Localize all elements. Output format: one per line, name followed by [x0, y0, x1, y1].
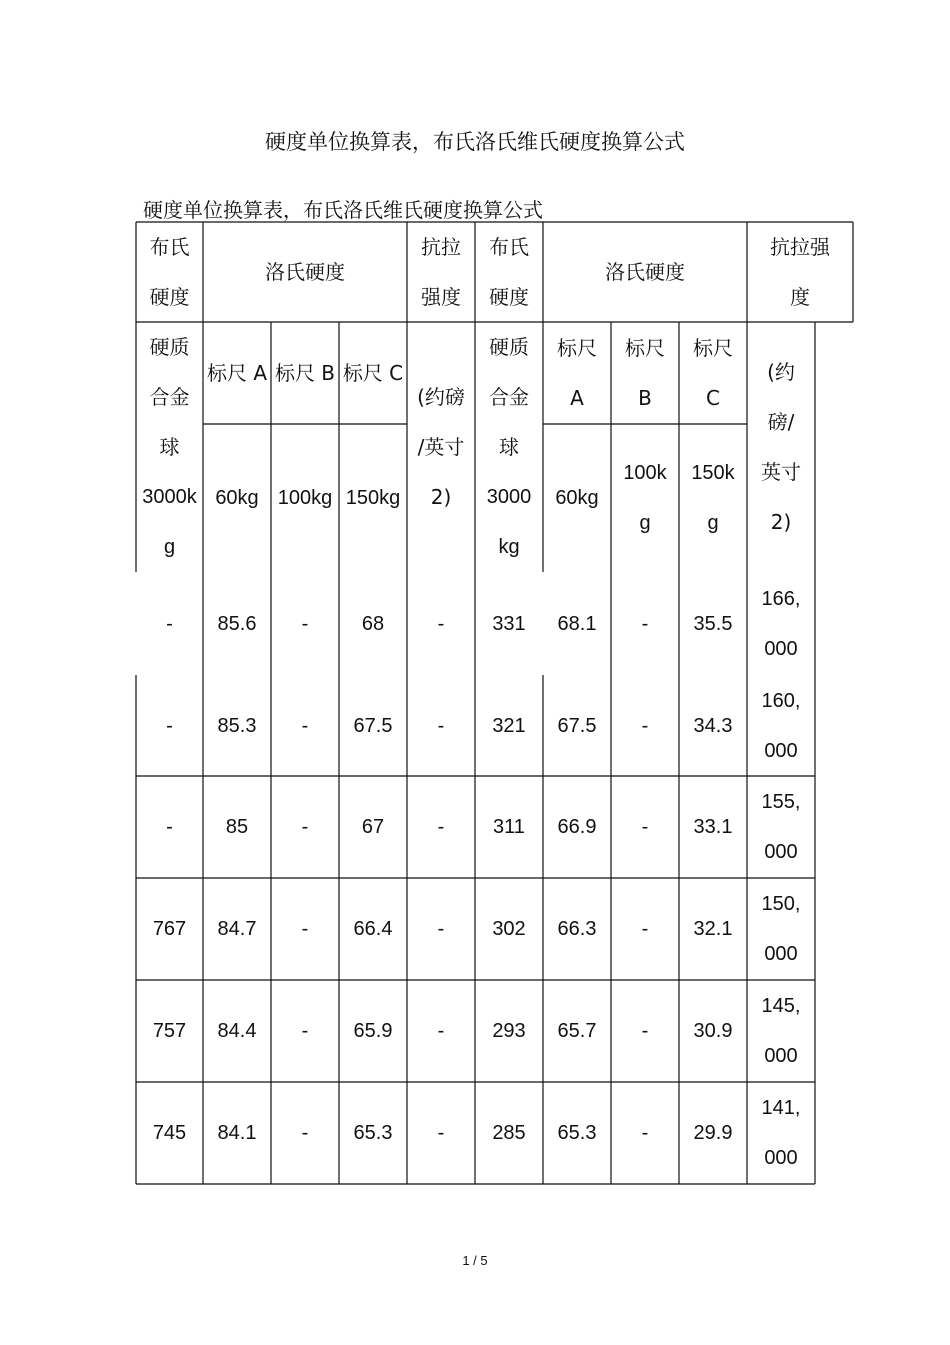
header-rockwell-right	[543, 222, 747, 322]
subheader-load-b-right-line1: 100k	[623, 462, 667, 484]
table-cell-hb	[136, 980, 203, 1082]
subheader-ball-left-line4: 3000k	[142, 486, 197, 508]
header-tensile-left-line2: 强度	[421, 285, 461, 309]
cell-value: 67.5	[557, 715, 597, 737]
table-cell-hrc2	[679, 572, 747, 675]
cell-value: 85	[225, 816, 249, 838]
header-rockwell-left	[203, 222, 407, 322]
cell-value: 65.3	[353, 1122, 393, 1144]
subheader-scale-a-right-line2: A	[570, 386, 584, 410]
subheader-load-c	[339, 424, 407, 572]
cell-value: 33.1	[693, 816, 733, 838]
cell-value: -	[641, 1020, 649, 1042]
subheader-tensile-unit-right	[747, 322, 815, 572]
table-cell-hrb	[271, 878, 339, 980]
header-brinell-line1: 布氏	[149, 235, 190, 259]
subheader-scale-b-right	[611, 322, 679, 424]
table-cell-hb	[136, 878, 203, 980]
table-cell-hra	[203, 980, 271, 1082]
header-brinell-line2: 硬度	[149, 285, 190, 309]
table-cell-hrc	[339, 1082, 407, 1184]
cell-value: 302	[492, 918, 526, 940]
subheader-scale-a-right	[543, 322, 611, 424]
table-caption: 硬度单位换算表，布氏洛氏维氏硬度换算公式	[143, 198, 543, 222]
table-cell-ts	[407, 776, 475, 878]
table-cell-hb2	[475, 675, 543, 777]
cell-value: 66.3	[557, 918, 597, 940]
table-cell-ts2	[747, 980, 815, 1082]
table-cell-hb	[136, 572, 203, 675]
cell-value: -	[641, 918, 649, 940]
table-cell-hrc	[339, 675, 407, 777]
cell-line: 166,	[761, 587, 801, 610]
table-cell-hrb	[271, 1082, 339, 1184]
cell-value: 68.1	[557, 612, 597, 635]
table-cell-hrc	[339, 980, 407, 1082]
subheader-ball-left-line1: 硬质	[149, 335, 190, 359]
table-cell-hrc2	[679, 1082, 747, 1184]
document-title: 硬度单位换算表，布氏洛氏维氏硬度换算公式	[265, 130, 685, 154]
cell-value: 285	[492, 1122, 526, 1144]
header-tensile-right-line2: 度	[790, 285, 810, 309]
cell-value: 34.3	[693, 715, 733, 737]
cell-value: 311	[493, 816, 525, 838]
subheader-load-a-right	[543, 424, 611, 572]
subheader-ball-left-line2: 合金	[149, 385, 190, 409]
subheader-load-b-right-line2: g	[639, 512, 651, 534]
cell-value: 65.9	[353, 1020, 393, 1042]
subheader-load-c-value: 150kg	[345, 487, 401, 509]
cell-value: 767	[152, 918, 187, 940]
subheader-tensile-unit-left-line1: (约磅	[417, 385, 465, 409]
table-cell-hb	[136, 675, 203, 777]
table-cell-ts2	[747, 878, 815, 980]
subheader-load-a-value: 60kg	[215, 487, 259, 509]
table-cell-hrb2	[611, 572, 679, 675]
header-tensile-right	[747, 222, 853, 322]
cell-value: 35.5	[693, 612, 733, 635]
cell-line: 000	[764, 943, 798, 965]
subheader-ball-right-line4: 3000	[486, 486, 532, 508]
cell-value: 30.9	[693, 1020, 733, 1042]
cell-value: 84.1	[217, 1122, 257, 1144]
cell-line: 160,	[761, 690, 801, 712]
subheader-tensile-unit-left-line3: 2)	[430, 485, 452, 509]
table-cell-hb2	[475, 980, 543, 1082]
table-cell-hra	[203, 776, 271, 878]
cell-line: 000	[764, 1147, 798, 1169]
table-cell-ts2	[747, 675, 815, 777]
table-cell-hb	[136, 1082, 203, 1184]
cell-value: -	[437, 918, 445, 940]
table-cell-hrb	[271, 980, 339, 1082]
table-cell-hra2	[543, 675, 611, 777]
subheader-scale-c	[339, 322, 407, 424]
table-cell-hra	[203, 1082, 271, 1184]
cell-value: -	[301, 918, 309, 940]
table-cell-hrb2	[611, 1082, 679, 1184]
table-cell-ts2	[747, 1082, 815, 1184]
table-cell-hrc2	[679, 878, 747, 980]
cell-value: 331	[492, 612, 526, 635]
subheader-scale-c-label: 标尺 C	[342, 361, 404, 385]
table-cell-hrb2	[611, 878, 679, 980]
cell-value: 68	[361, 612, 385, 635]
cell-value: 67	[361, 816, 385, 838]
table-cell-hra2	[543, 572, 611, 675]
header-rockwell-left-label: 洛氏硬度	[265, 260, 345, 284]
header-brinell-right-line1: 布氏	[489, 235, 529, 259]
subheader-ball-left-line5: g	[163, 536, 176, 558]
table-cell-hrb	[271, 572, 339, 675]
header-rockwell-right-label: 洛氏硬度	[605, 260, 685, 284]
subheader-tensile-unit-right-line1: (约	[767, 360, 795, 384]
table-cell-hrb2	[611, 776, 679, 878]
subheader-load-a	[203, 424, 271, 572]
cell-value: 32.1	[693, 918, 733, 940]
cell-value: 85.3	[217, 715, 257, 737]
table-cell-ts2	[747, 776, 815, 878]
table-cell-hrb2	[611, 675, 679, 777]
cell-value: -	[301, 816, 309, 838]
table-cell-hb	[136, 776, 203, 878]
table-cell-hrc	[339, 572, 407, 675]
cell-value: -	[437, 816, 445, 838]
table-cell-ts	[407, 980, 475, 1082]
cell-value: 67.5	[353, 715, 393, 737]
table-cell-hrb	[271, 675, 339, 777]
cell-value: 65.7	[557, 1020, 597, 1042]
table-cell-hrb2	[611, 980, 679, 1082]
subheader-tensile-unit-left	[407, 322, 475, 572]
table-cell-hrc2	[679, 675, 747, 777]
subheader-load-c-right-line1: 150k	[691, 462, 735, 484]
cell-value: -	[437, 612, 445, 635]
subheader-scale-b-right-line1: 标尺	[625, 336, 665, 360]
table-cell-hra2	[543, 776, 611, 878]
cell-value: 84.4	[217, 1020, 257, 1042]
cell-value: 293	[492, 1020, 526, 1042]
table-cell-hb2	[475, 572, 543, 675]
table-cell-ts	[407, 1082, 475, 1184]
cell-value: -	[301, 1020, 309, 1042]
subheader-ball-right-line2: 合金	[489, 385, 529, 409]
page-number: 1 / 5	[462, 1253, 488, 1268]
subheader-scale-b-label: 标尺 B	[274, 361, 336, 385]
cell-line: 155,	[761, 791, 801, 813]
cell-value: -	[437, 715, 445, 737]
cell-line: 145,	[761, 995, 801, 1017]
header-tensile-left-line1: 抗拉	[421, 235, 461, 259]
cell-line: 150,	[761, 893, 801, 915]
cell-value: 29.9	[693, 1122, 733, 1144]
table-cell-hrb	[271, 776, 339, 878]
subheader-scale-a-label: 标尺 A	[206, 361, 268, 385]
cell-value: 84.7	[217, 918, 257, 940]
subheader-load-c-right	[679, 424, 747, 572]
cell-value: -	[166, 816, 173, 838]
cell-value: -	[437, 1122, 445, 1144]
cell-value: 745	[152, 1122, 187, 1144]
header-brinell	[136, 222, 203, 322]
table-cell-hra2	[543, 1082, 611, 1184]
subheader-scale-c-right-line2: C	[706, 386, 720, 410]
table-cell-ts	[407, 878, 475, 980]
cell-value: 65.3	[557, 1122, 597, 1144]
cell-value: -	[301, 612, 309, 635]
subheader-scale-a-right-line1: 标尺	[557, 336, 597, 360]
table-cell-hb2	[475, 1082, 543, 1184]
cell-value: 66.4	[353, 918, 393, 940]
header-brinell-right-line2: 硬度	[489, 285, 529, 309]
subheader-ball-right-line5: kg	[498, 536, 520, 558]
subheader-load-c-right-line2: g	[707, 512, 719, 534]
table-cell-hra	[203, 675, 271, 777]
table-cell-hrc2	[679, 980, 747, 1082]
cell-line: 141,	[761, 1097, 801, 1119]
cell-value: -	[166, 612, 173, 635]
cell-value: -	[641, 816, 649, 838]
cell-value: -	[641, 1122, 649, 1144]
cell-line: 000	[764, 1045, 798, 1067]
cell-value: -	[301, 715, 309, 737]
table-cell-ts	[407, 675, 475, 777]
subheader-tensile-unit-left-line2: /英寸	[417, 435, 465, 459]
subheader-ball-right-line3: 球	[499, 435, 519, 459]
table-cell-hb2	[475, 878, 543, 980]
table-cell-ts	[407, 572, 475, 675]
cell-value: -	[301, 1122, 309, 1144]
cell-value: 85.6	[217, 612, 257, 635]
cell-value: 321	[492, 715, 526, 737]
table-cell-hrc2	[679, 776, 747, 878]
table-cell-ts2	[747, 572, 815, 675]
table-cell-hrc	[339, 878, 407, 980]
cell-value: 66.9	[557, 816, 597, 838]
subheader-tensile-unit-right-line3: 英寸	[761, 460, 801, 484]
cell-value: -	[641, 715, 649, 737]
header-tensile-right-line1: 抗拉强	[770, 235, 830, 259]
subheader-ball-left-line3: 球	[159, 435, 180, 459]
subheader-load-b-right	[611, 424, 679, 572]
subheader-load-b	[271, 424, 339, 572]
table-cell-hrc	[339, 776, 407, 878]
subheader-scale-b	[271, 322, 339, 424]
header-brinell-right	[475, 222, 543, 322]
cell-line: 000	[764, 637, 798, 660]
subheader-load-b-value: 100kg	[277, 487, 333, 509]
cell-value: -	[166, 715, 173, 737]
table-cell-hb2	[475, 776, 543, 878]
cell-line: 000	[764, 740, 798, 762]
subheader-scale-c-right	[679, 322, 747, 424]
subheader-tensile-unit-right-line4: 2)	[770, 510, 792, 534]
table-cell-hra2	[543, 980, 611, 1082]
subheader-load-a-right-value: 60kg	[555, 487, 599, 509]
table-cell-hra	[203, 878, 271, 980]
cell-value: -	[437, 1020, 445, 1042]
subheader-scale-a	[203, 322, 271, 424]
cell-value: 757	[152, 1020, 187, 1042]
subheader-scale-c-right-line1: 标尺	[693, 336, 733, 360]
table-cell-hra2	[543, 878, 611, 980]
table-cell-hra	[203, 572, 271, 675]
cell-line: 000	[764, 841, 798, 863]
subheader-ball-right-line1: 硬质	[489, 335, 529, 359]
cell-value: -	[641, 612, 649, 635]
subheader-ball-right	[475, 322, 543, 572]
subheader-ball-left	[136, 322, 203, 572]
header-tensile-left	[407, 222, 475, 322]
subheader-tensile-unit-right-line2: 磅/	[767, 410, 795, 434]
subheader-scale-b-right-line2: B	[638, 386, 652, 410]
